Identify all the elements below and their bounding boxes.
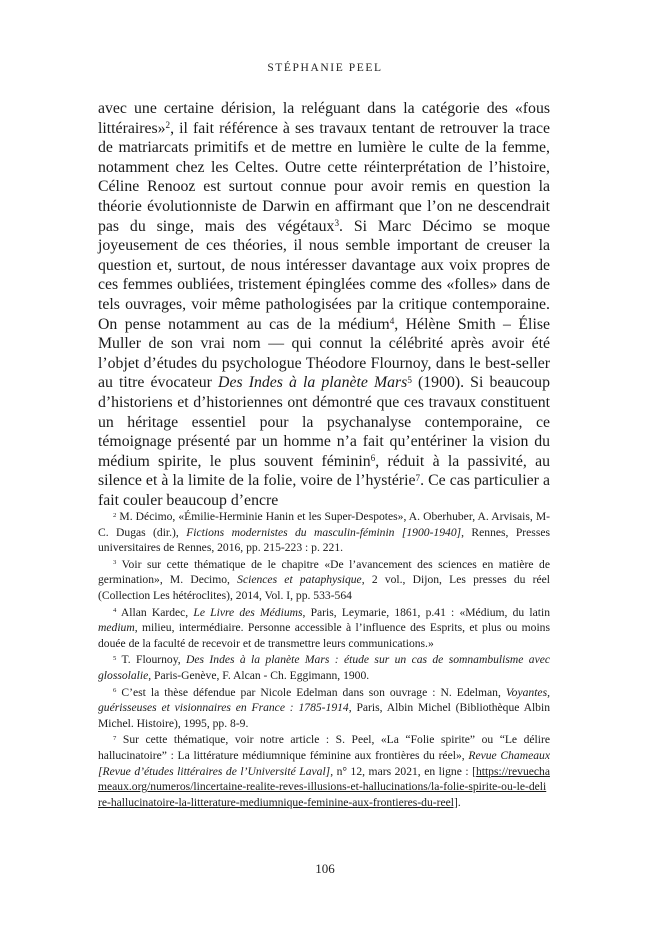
footnote-text: Voir sur cette thématique de le chapitre «De l’avancement des sciences en matière de germination», M. Decimo,: [98, 557, 550, 587]
body-text-segment: (1900). Si beaucoup d’historiens et d’historiennes ont démontré que ces travaux constituent un héritage essentiel pour la psychanalyse contemporaine, ce témoignage présenté par un homme n’a fait qu’entériner la vision du médium spirite, le plus souvent féminin: [98, 374, 550, 470]
footnote-text: , 2 vol., Dijon, Les presses du réel (Collection Les hétéroclites), 2014, Vol. I, pp. 533-564: [98, 573, 550, 602]
footnote-ref-5[interactable]: 5: [407, 374, 412, 385]
footnote-number: 6: [113, 687, 117, 695]
book-title-italic: Des Indes à la planète Mars: [218, 374, 408, 392]
body-text-segment: . Si Marc Décimo se moque joyeusement de ces théories, il nous semble important de creuser la question et, surtout, de nous intéresser davantage aux voix propres de ces femmes oubliées, tristement épinglées comme des «folles» dans de tels ouvrages, voir même pathologisées par la critique contemporaine. On pense notamment au cas de la médium: [98, 217, 550, 333]
footnote-ref-7[interactable]: 7: [415, 472, 421, 483]
footnote-number: 2: [113, 511, 117, 519]
footnote-number: 3: [113, 559, 117, 567]
footnote-text: , Paris-Genève, F. Alcan - Ch. Eggimann, 1900.: [148, 668, 370, 682]
footnote-ref-6[interactable]: 6: [370, 453, 376, 464]
footnote-7: [98, 732, 550, 810]
footnote-4: [98, 605, 550, 652]
footnote-title: Le Livre des Médiums: [193, 605, 303, 619]
footnote-2: [98, 509, 550, 556]
footnote-5: [98, 652, 550, 683]
footnote-number: 7: [113, 734, 117, 742]
footnote-text: M. Décimo, «Émilie-Herminie Hanin et les Super-Despotes», A. Oberhuber, A. Arvisais, M-C. Dugas (dir.),: [98, 510, 550, 539]
body-paragraph: [98, 99, 550, 510]
footnote-3: [98, 557, 550, 604]
footnote-ref-4[interactable]: 4: [389, 315, 395, 326]
article-url-link[interactable]: [https://revuechameaux.org/numeros/lincertaine-realite-reves-illusions-et-hallucinations/la-folie-spirite-ou-le-delire-hallucinatoire-la-litterature-mediumnique-feminine-aux-frontieres-du-reel]: [98, 764, 550, 809]
running-head: STÉPHANIE PEEL: [267, 62, 383, 74]
footnote-text: .: [457, 795, 461, 809]
body-text-segment: avec une certaine dérision, la reléguant dans la catégorie des «fous littéraires»: [98, 100, 550, 137]
page-number: 106: [315, 861, 335, 876]
footnote-title: Fictions modernistes du masculin-féminin [1900-1940]: [186, 525, 462, 539]
footnote-text: , Rennes, Presses universitaires de Rennes, 2016, pp. 215-223 : p. 221.: [98, 525, 550, 555]
footnote-text: , Paris, Albin Michel (Bibliothèque Albin Michel. Histoire), 1995, pp. 8-9.: [98, 701, 551, 730]
footnote-text: Allan Kardec,: [116, 605, 194, 619]
footnote-italic-term: medium: [98, 621, 135, 635]
footnote-number: 4: [113, 607, 117, 615]
footnote-ref-2[interactable]: 2: [165, 120, 171, 131]
footnote-title: Des Indes à la planète Mars : étude sur un cas de somnambulisme avec glossolalie: [98, 653, 551, 682]
footnote-text: , n° 12, mars 2021, en ligne :: [330, 764, 473, 778]
footnote-text: C’est la thèse défendue par Nicole Edelman dans son ouvrage : N. Edelman,: [116, 685, 506, 699]
footnote-ref-3[interactable]: 3: [334, 217, 340, 228]
footnote-text: , Paris, Leymarie, 1861, p.41 : «Médium, du latin: [302, 605, 550, 619]
footnote-text: , milieu, intermédiaire. Personne accessible à l’influence des Esprits, et plus ou moins douée de la faculté de recevoir et de transmettre leurs communications.»: [98, 621, 550, 650]
footnote-title: Sciences et pataphysique: [237, 573, 362, 587]
footnote-6: [98, 685, 550, 732]
footnote-text: T. Flournoy,: [116, 653, 187, 667]
body-text-segment: . Ce cas particulier a fait couler beaucoup d’encre: [98, 472, 551, 509]
body-text-segment: , il fait référence à ses travaux tentant de retrouver la trace de matriarcats primitifs et de mettre en lumière le culte de la femme, notamment chez les Celtes. Outre cette réinterprétation de l’histoire, Céline Renooz est surtout connue pour avoir remis en question la théorie évolutionniste de Darwin en affirmant que l’on ne descendrait pas du singe, mais des végétaux: [98, 119, 550, 235]
body-text-segment: , Hélène Smith – Élise Muller de son vrai nom — qui connut la célébrité après avoir été l’objet d’études du psychologue Théodore Flournoy, dans le best-seller au titre évocateur: [98, 315, 550, 392]
footnote-text: Sur cette thématique, voir notre article : S. Peel, «La “Folie spirite” ou “Le délire hallucinatoire” : La littérature médiumnique féminine aux frontières du réel»,: [98, 733, 550, 762]
footnote-title: Revue Chameaux [Revue d’études littéraires de l’Université Laval]: [98, 748, 550, 778]
footnote-number: 5: [113, 654, 117, 662]
body-text-segment: , réduit à la passivité, au silence et à la limite de la folie, voire de l’hystérie: [98, 452, 550, 490]
footnotes: [98, 509, 550, 811]
footnote-title: Voyantes, guérisseuses et visionnaires en France : 1785-1914: [98, 685, 550, 715]
